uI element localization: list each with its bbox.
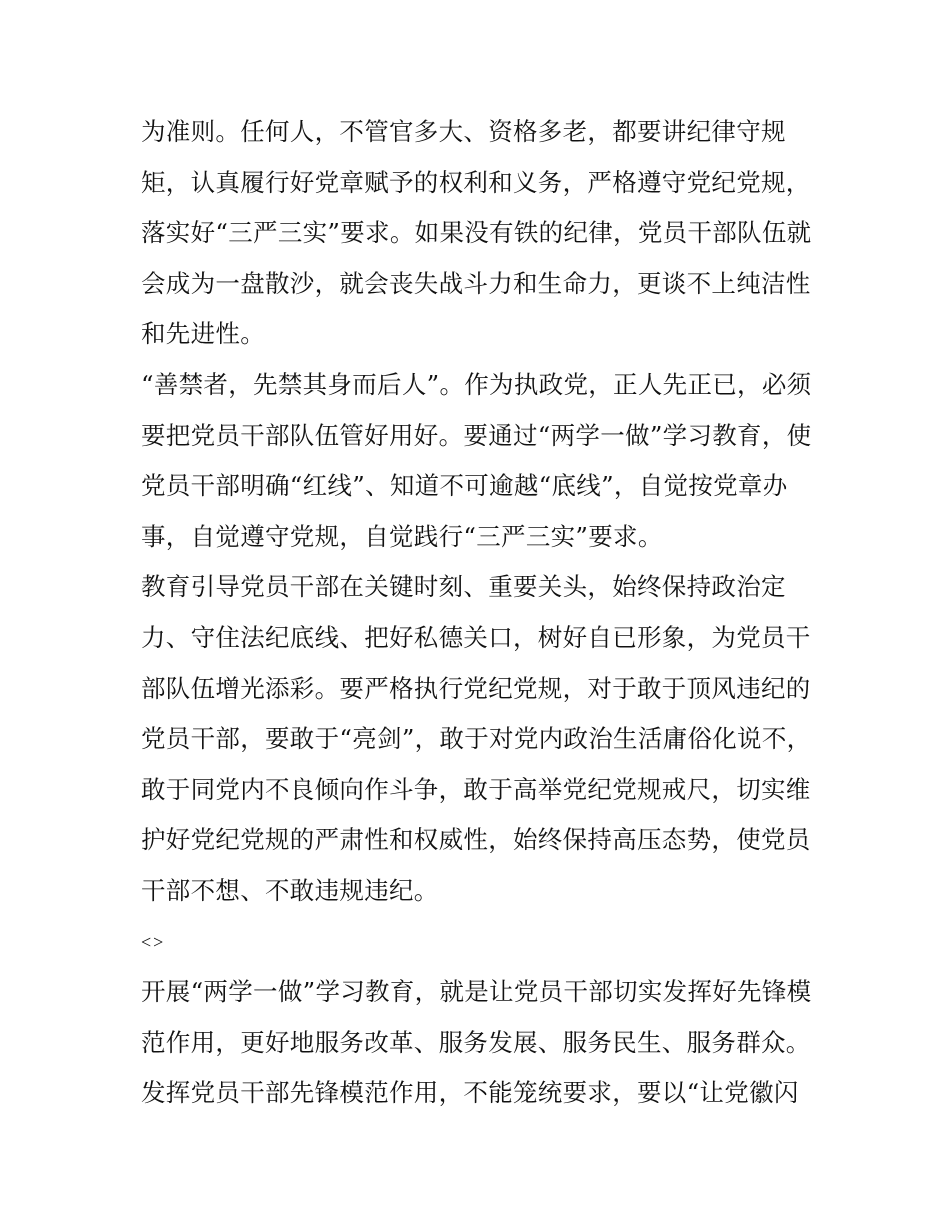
text-line: 和先进性。: [141, 319, 265, 349]
text-line: 党员干部，要敢于“亮剑”，敢于对党内政治生活庸俗化说不，: [141, 724, 812, 754]
text-line: 矩，认真履行好党章赋予的权利和义务，严格遵守党纪党规，: [141, 167, 811, 197]
section-marker: <>: [141, 931, 166, 952]
text-line: 干部不想、不敢违规违纪。: [141, 875, 439, 905]
text-line: 力、守住法纪底线、把好私德关口，树好自已形象，为党员干: [141, 622, 811, 652]
text-line: 事，自觉遵守党规，自觉践行“三严三实”要求。: [141, 521, 663, 551]
body-text: [141, 107, 821, 1119]
text-line: 护好党纪党规的严肃性和权威性，始终保持高压态势，使党员: [141, 825, 811, 855]
text-line: 开展“两学一做”学习教育，就是让党员干部切实发挥好先锋模: [141, 977, 812, 1007]
text-line: 党员干部明确“红线”、知道不可逾越“底线”，自觉按党章办: [141, 471, 788, 501]
text-line: 部队伍增光添彩。要严格执行党纪党规，对于敢于顶风违纪的: [141, 673, 811, 703]
text-line: 范作用，更好地服务改革、服务发展、服务民生、服务群众。: [141, 1027, 811, 1057]
text-line: 敢于同党内不良倾向作斗争，敢于高举党纪党规戒尺，切实维: [141, 774, 811, 804]
text-line: 要把党员干部队伍管好用好。要通过“两学一做”学习教育，使: [141, 420, 812, 450]
text-line: 教育引导党员干部在关键时刻、重要关头，始终保持政治定: [141, 572, 786, 602]
text-line: 落实好“三严三实”要求。如果没有铁的纪律，党员干部队伍就: [141, 218, 812, 248]
text-line: 会成为一盘散沙，就会丧失战斗力和生命力，更谈不上纯洁性: [141, 268, 811, 298]
text-line: “善禁者，先禁其身而后人”。作为执政党，正人先正已，必须: [141, 369, 812, 399]
text-line: 为准则。任何人，不管官多大、资格多老，都要讲纪律守规: [141, 117, 786, 146]
text-line: 发挥党员干部先锋模范作用，不能笼统要求，要以“让党徽闪: [141, 1078, 799, 1108]
